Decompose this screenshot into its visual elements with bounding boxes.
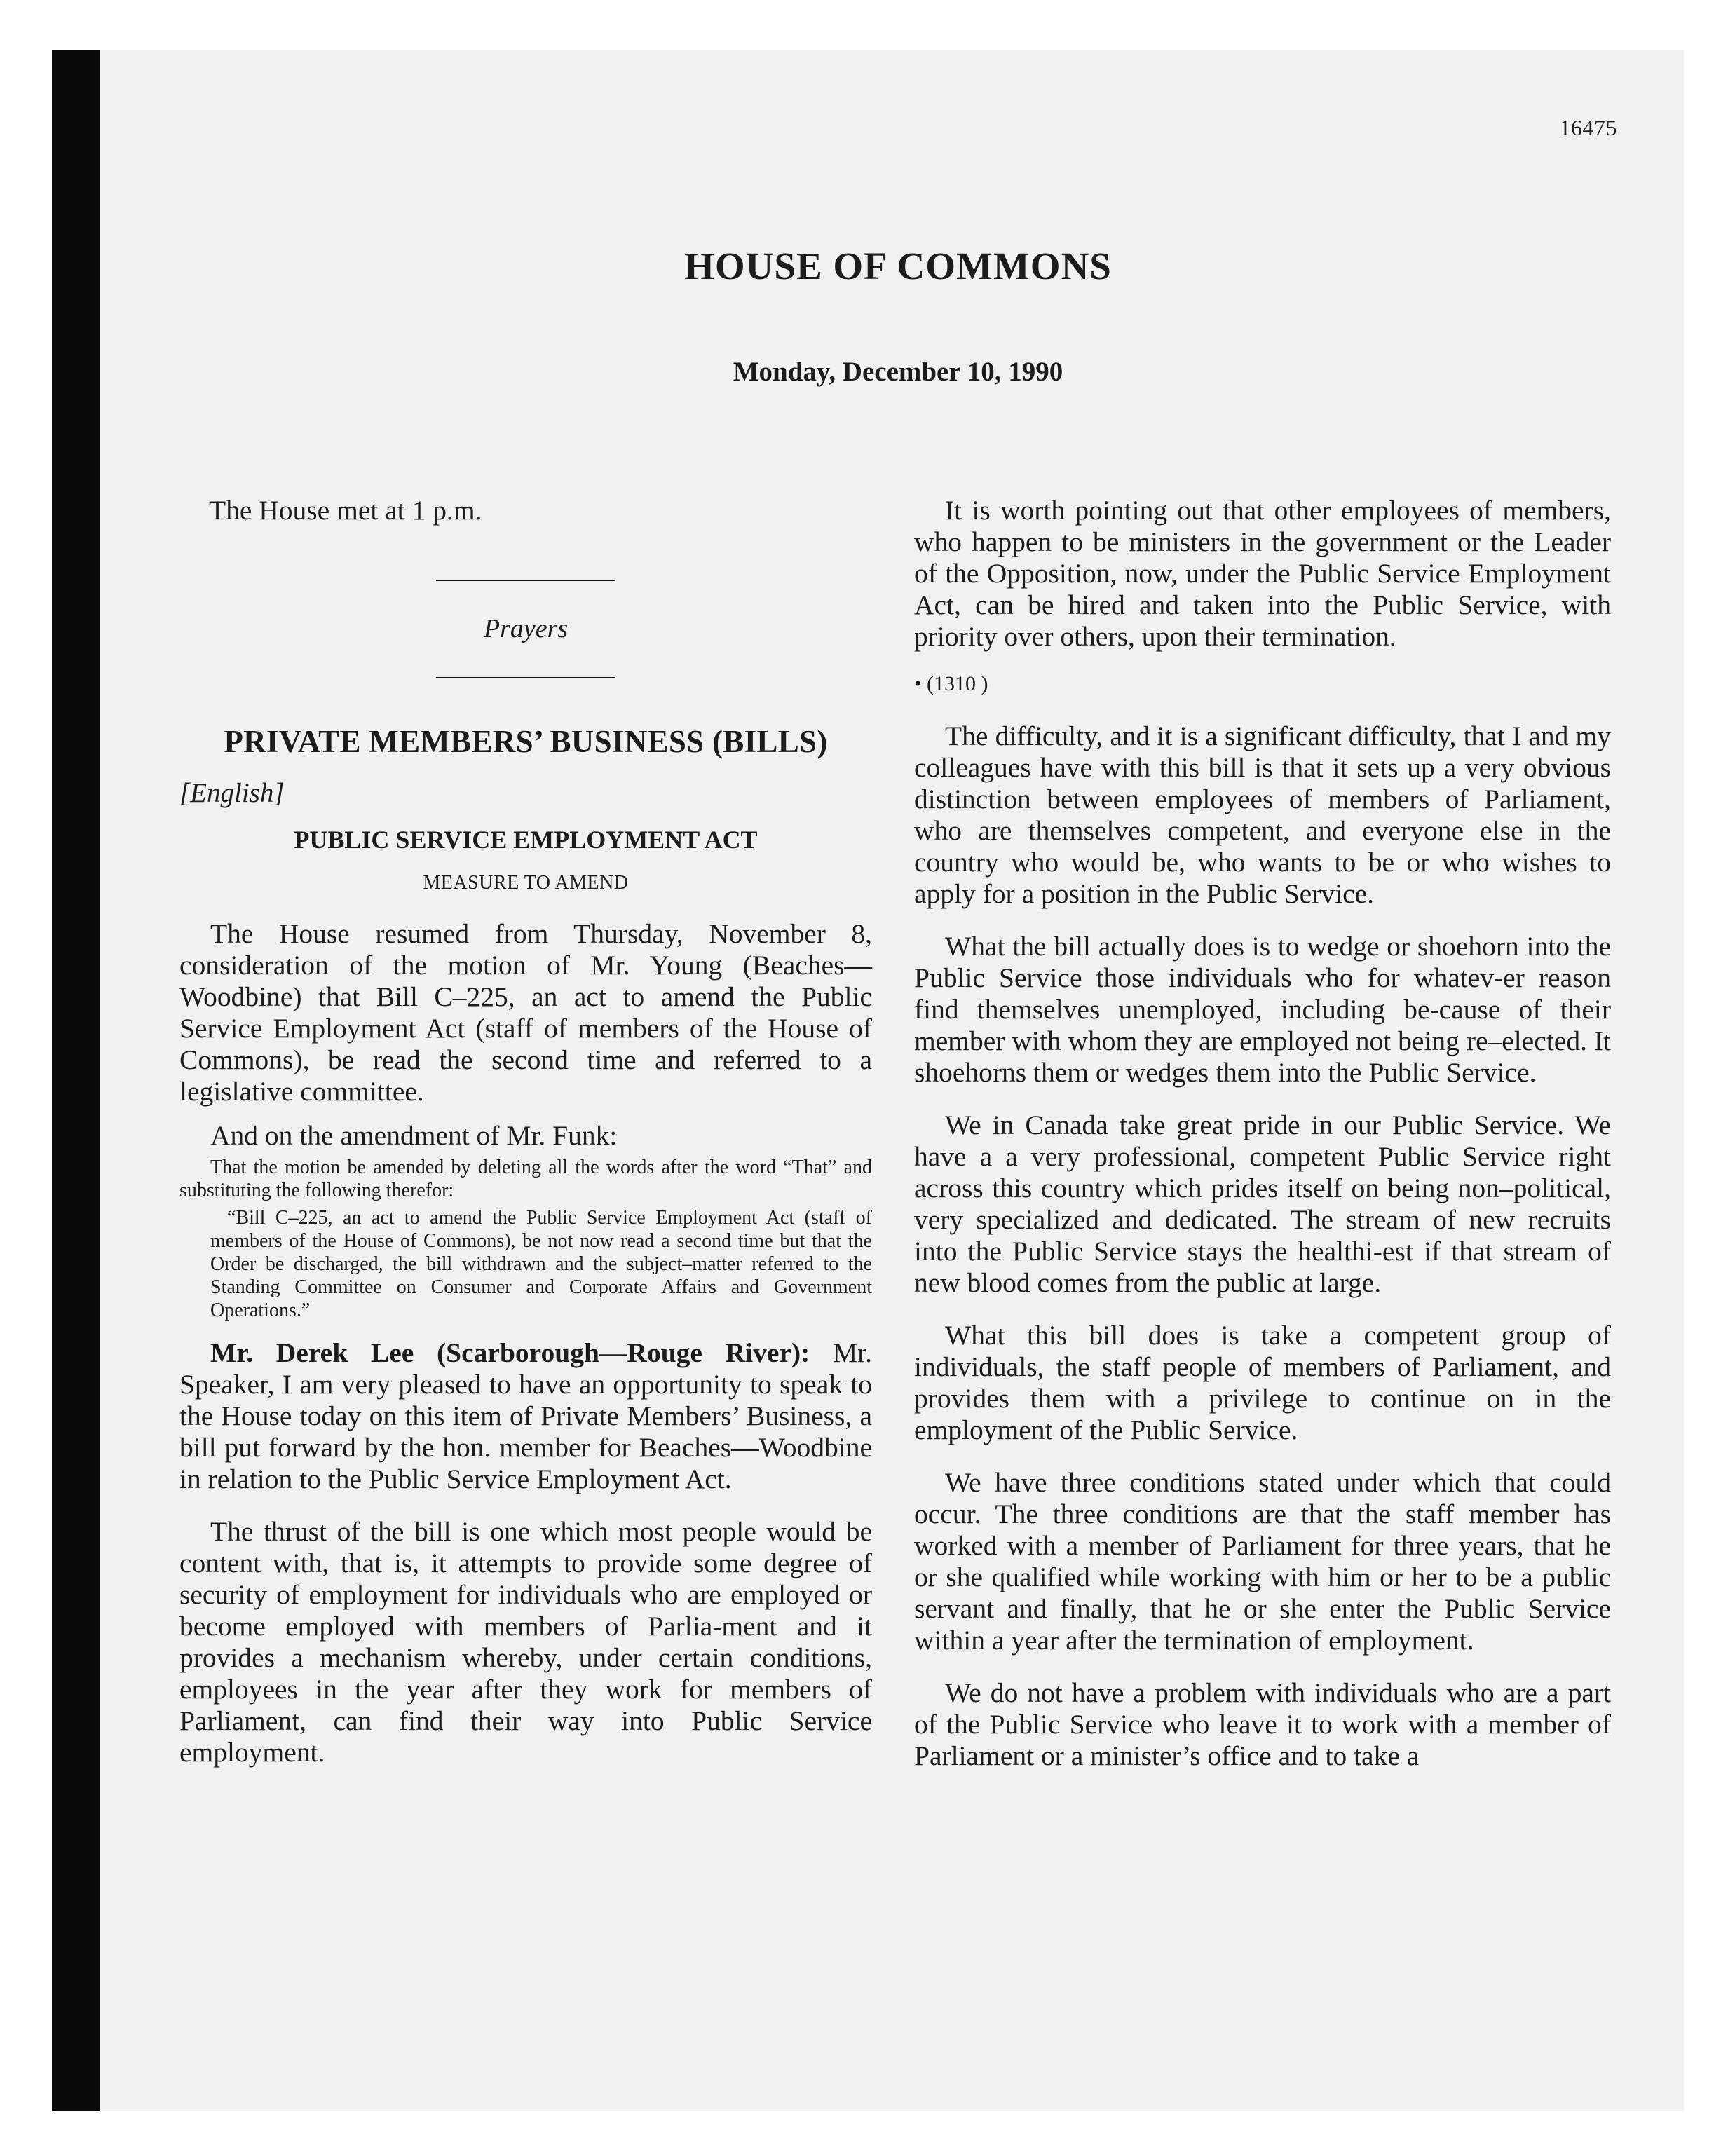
time-marker: • (1310 ) bbox=[914, 672, 988, 695]
prayers-label: Prayers bbox=[483, 614, 569, 643]
left-column bbox=[179, 495, 872, 1768]
language-tag: [English] bbox=[179, 778, 285, 808]
right-paragraph-5: What this bill does is take a competent group of individuals, the staff people of members of Parliament, and provides them with a privilege to continue on in the employment of the Public Service. bbox=[914, 1320, 1611, 1445]
speech-text-1: Mr. Speaker, I am very pleased to have an opportunity to speak to the House today on this item of Private Members’ Business, a bill put forward by the hon. member for Beaches—Woodbine in relation to the Public Service Employment Act. bbox=[179, 1337, 873, 1494]
resumption-paragraph: The House resumed from Thursday, November 8, consideration of the motion of Mr. Young (Beaches—Woodbine) that Bill C–225, an act to amend the Public Service Employment Act (staff of members of the House of Commons), be read the second time and referred to a legislative committee. bbox=[179, 918, 872, 1107]
right-paragraph-4: We in Canada take great pride in our Public Service. We have a a very professional, competent Public Service right across this country which prides itself on being non–political, very specialized and dedicated. The stream of new recruits into the Public Service stays the healthi-est if that stream of new blood comes from the public at large. bbox=[914, 1110, 1611, 1298]
amendment-intro: And on the amendment of Mr. Funk: bbox=[210, 1120, 618, 1151]
speaker-name: Mr. Derek Lee (Scarborough—Rouge River): bbox=[210, 1337, 810, 1368]
right-paragraph-3: What the bill actually does is to wedge or shoehorn into the Public Service those individuals who for whatev-er reason find themselves unemployed, including be-cause of their member with whom they are employed not being re–elected. It shoehorns them or wedges them into the Public Service. bbox=[914, 931, 1611, 1088]
speech-paragraph-2: The thrust of the bill is one which most people would be content with, that is, it attempts to provide some degree of security of employment for individuals who are employed or become employed with members of Parlia-ment and it provides a mechanism whereby, under certain conditions, employees in the year after they work for members of Parliament, can find their way into Public Service employment. bbox=[179, 1516, 872, 1768]
sitting-opening: The House met at 1 p.m. bbox=[209, 495, 482, 526]
divider-rule bbox=[436, 580, 615, 581]
divider-rule bbox=[436, 677, 615, 678]
sitting-date: Monday, December 10, 1990 bbox=[733, 357, 1063, 387]
right-paragraph-1: It is worth pointing out that other employees of members, who happen to be ministers in the government or the Leader of the Opposition, now, under the Public Service Employment Act, can be hired and taken into the Public Service, with priority over others, upon their termination. bbox=[914, 495, 1611, 652]
right-paragraph-7: We do not have a problem with individuals who are a part of the Public Service who leave it to work with a member of Parliament or a minister’s office and to take a bbox=[914, 1677, 1611, 1771]
amendment-quote: “Bill C–225, an act to amend the Public Service Employment Act (staff of members of the House of Commons), be not now read a second time but that the Order be discharged, the bill withdrawn and the subject–matter referred to the Standing Committee on Consumer and Corporate Affairs and Government Operations.” bbox=[210, 1207, 872, 1321]
bill-subtitle: MEASURE TO AMEND bbox=[423, 872, 629, 894]
section-heading: PRIVATE MEMBERS’ BUSINESS (BILLS) bbox=[224, 724, 828, 759]
right-paragraph-6: We have three conditions stated under which that could occur. The three conditions are that the staff member has worked with a member of Parliament for three years, that he or she qualified while working with him or her to be a public servant and finally, that he or she enter the Public Service within a year after the termination of employment. bbox=[914, 1467, 1611, 1656]
page-number: 16475 bbox=[1559, 115, 1617, 140]
speech-paragraph-1 bbox=[179, 1337, 872, 1495]
bill-title: PUBLIC SERVICE EMPLOYMENT ACT bbox=[294, 826, 758, 854]
right-column bbox=[914, 495, 1611, 1772]
document-title: HOUSE OF COMMONS bbox=[684, 245, 1112, 287]
right-paragraph-2: The difficulty, and it is a significant difficulty, that I and my colleagues have with this bill is that it sets up a very obvious distinction between employees of members of Parliament, who are themselves competent, and everyone else in the country who would be, who wants to be or who wishes to apply for a position in the Public Service. bbox=[914, 721, 1611, 909]
amendment-text: That the motion be amended by deleting all the words after the word “That” and substituting the following therefor: bbox=[179, 1157, 872, 1201]
